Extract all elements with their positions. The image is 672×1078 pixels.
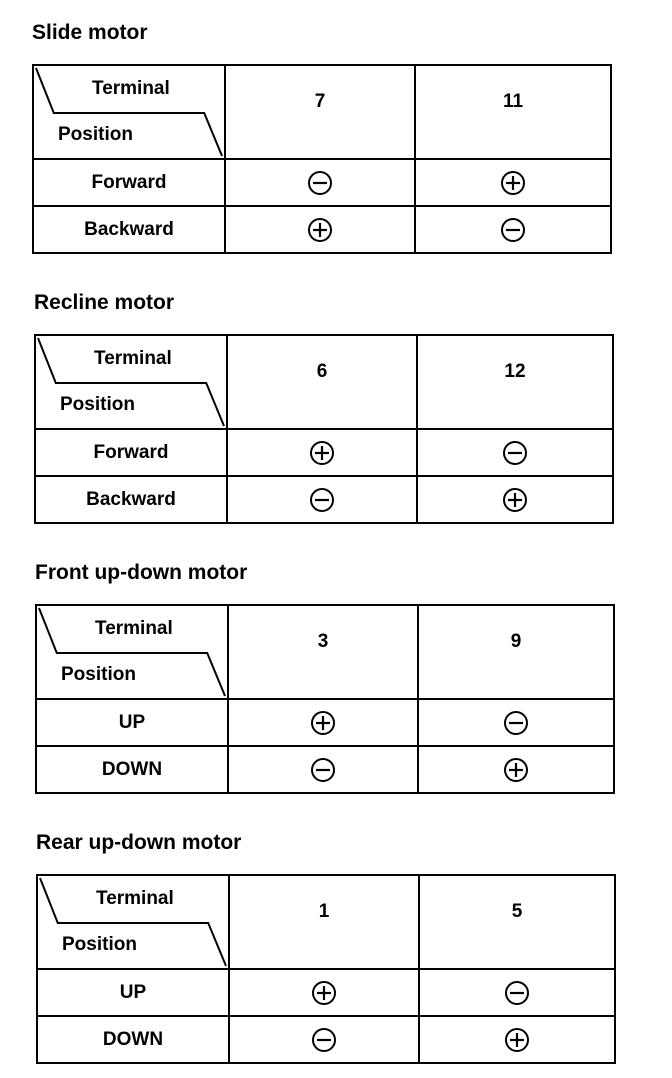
position-label: Forward: [33, 159, 225, 206]
minus-circle-icon: [311, 1027, 337, 1053]
table-row: [35, 476, 613, 523]
polarity-cell: [418, 746, 614, 793]
plus-circle-icon: [310, 710, 336, 736]
section-title: Front up-down motor: [35, 561, 248, 584]
polarity-cell: [227, 429, 417, 476]
terminal-header: 5: [419, 875, 615, 969]
polarity-cell: [228, 699, 418, 746]
header-row: [35, 335, 613, 429]
minus-circle-icon: [504, 980, 530, 1006]
section-title: Recline motor: [34, 291, 175, 314]
plus-circle-icon: [503, 757, 529, 783]
position-label: Backward: [33, 206, 225, 253]
terminal-header-label: Terminal: [96, 888, 174, 909]
polarity-cell: [228, 746, 418, 793]
diagonal-header-cell: [33, 65, 225, 159]
terminal-header: 7: [225, 65, 415, 159]
polarity-cell: [418, 699, 614, 746]
diagonal-header-cell: [35, 335, 227, 429]
polarity-cell: [229, 969, 419, 1016]
polarity-cell: [225, 159, 415, 206]
polarity-cell: [417, 429, 613, 476]
minus-circle-icon: [310, 757, 336, 783]
header-row: [37, 875, 615, 969]
position-header-label: Position: [62, 934, 137, 955]
polarity-cell: [227, 476, 417, 523]
section-title: Rear up-down motor: [36, 831, 242, 854]
header-row: [36, 605, 614, 699]
polarity-cell: [229, 1016, 419, 1063]
minus-circle-icon: [503, 710, 529, 736]
position-label: Forward: [35, 429, 227, 476]
terminal-header: 12: [417, 335, 613, 429]
polarity-cell: [417, 476, 613, 523]
polarity-cell: [415, 159, 611, 206]
table-row: [36, 699, 614, 746]
table-row: [33, 159, 611, 206]
plus-circle-icon: [309, 440, 335, 466]
minus-circle-icon: [307, 170, 333, 196]
terminal-header: 3: [228, 605, 418, 699]
polarity-cell: [419, 1016, 615, 1063]
position-header-label: Position: [60, 394, 135, 415]
table-row: [37, 1016, 615, 1063]
header-row: [33, 65, 611, 159]
table-row: [33, 206, 611, 253]
terminal-table: [35, 604, 615, 794]
table-row: [37, 969, 615, 1016]
table-row: [35, 429, 613, 476]
terminal-header-label: Terminal: [94, 348, 172, 369]
terminal-table: [36, 874, 616, 1064]
position-header-label: Position: [58, 124, 133, 145]
terminal-header: 9: [418, 605, 614, 699]
position-label: DOWN: [36, 746, 228, 793]
diagonal-header-cell: [36, 605, 228, 699]
terminal-header: 11: [415, 65, 611, 159]
position-label: UP: [36, 699, 228, 746]
plus-circle-icon: [504, 1027, 530, 1053]
terminal-header: 1: [229, 875, 419, 969]
minus-circle-icon: [500, 217, 526, 243]
section-title: Slide motor: [32, 21, 148, 44]
minus-circle-icon: [309, 487, 335, 513]
diagonal-header-cell: [37, 875, 229, 969]
plus-circle-icon: [307, 217, 333, 243]
plus-circle-icon: [311, 980, 337, 1006]
plus-circle-icon: [502, 487, 528, 513]
terminal-header: 6: [227, 335, 417, 429]
terminal-table: [32, 64, 612, 254]
terminal-table: [34, 334, 614, 524]
plus-circle-icon: [500, 170, 526, 196]
position-label: DOWN: [37, 1016, 229, 1063]
position-label: Backward: [35, 476, 227, 523]
table-row: [36, 746, 614, 793]
terminal-header-label: Terminal: [92, 78, 170, 99]
polarity-cell: [225, 206, 415, 253]
polarity-cell: [415, 206, 611, 253]
position-label: UP: [37, 969, 229, 1016]
terminal-header-label: Terminal: [95, 618, 173, 639]
polarity-cell: [419, 969, 615, 1016]
minus-circle-icon: [502, 440, 528, 466]
position-header-label: Position: [61, 664, 136, 685]
